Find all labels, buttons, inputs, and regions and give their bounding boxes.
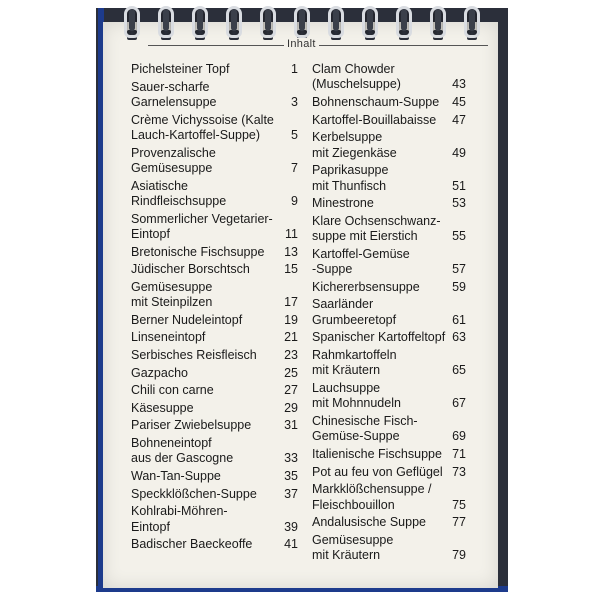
toc-entry <box>312 214 466 245</box>
toc-entry-page: 69 <box>452 429 466 444</box>
spiral-ring <box>362 6 378 44</box>
toc-entry <box>312 113 466 128</box>
ring-gap <box>231 9 237 31</box>
ring-gap <box>163 9 169 31</box>
toc-entry <box>131 80 298 111</box>
toc-entry-page: 25 <box>284 365 298 380</box>
toc-entry-title: Provenzalische Gemüsesuppe <box>131 145 216 175</box>
toc-entry <box>131 469 298 484</box>
toc-entry-title: Bretonische Fischsuppe <box>131 244 265 259</box>
toc-entry <box>312 130 466 161</box>
toc-entry-page: 63 <box>452 330 466 345</box>
toc-entry-title: Kichererbsensuppe <box>312 279 420 294</box>
toc-entry <box>312 247 466 278</box>
toc-entry-title: Linseneintopf <box>131 330 206 345</box>
toc-entry <box>312 62 466 93</box>
toc-entry <box>312 482 466 513</box>
toc-entry-page: 15 <box>284 262 298 277</box>
toc-entry-page: 55 <box>452 229 466 244</box>
toc-entry-title: Markklößchensuppe / Fleischbouillon <box>312 482 432 512</box>
toc-entry <box>131 418 298 433</box>
spiral-ring <box>226 6 242 44</box>
ring-gap <box>299 9 305 31</box>
toc-entry-page: 21 <box>284 330 298 345</box>
ring-gap <box>333 9 339 31</box>
toc-entry-title: Minestrone <box>312 196 374 211</box>
toc-entry <box>312 297 466 328</box>
toc-entry-title: Serbisches Reisfleisch <box>131 347 257 362</box>
toc-entry-title: Bohnenschaum-Suppe <box>312 95 440 109</box>
toc-entry <box>131 212 298 243</box>
spiral-ring <box>124 6 140 44</box>
toc-entry-page: 73 <box>452 464 466 479</box>
toc-entry <box>312 95 466 110</box>
toc-entry-page: 27 <box>284 383 298 398</box>
ring-gap <box>129 9 135 31</box>
toc-entry-page: 47 <box>452 112 466 127</box>
toc-entry <box>312 447 466 462</box>
toc-entry-title: Gemüsesuppe mit Steinpilzen <box>131 279 213 310</box>
toc-entry-page: 1 <box>291 62 298 76</box>
toc-entry-page: 75 <box>452 497 466 512</box>
toc-entry-page: 35 <box>284 468 298 483</box>
toc-entry <box>131 113 298 144</box>
toc-entry-page: 67 <box>452 396 466 411</box>
toc-entry <box>131 348 298 363</box>
toc-entry <box>131 62 298 77</box>
toc-entry-page: 65 <box>452 363 466 378</box>
toc-entry-page: 77 <box>452 515 466 530</box>
toc-entry-page: 23 <box>284 347 298 362</box>
spiral-ring <box>192 6 208 44</box>
page-title: Inhalt <box>284 38 319 50</box>
toc-entry-page: 11 <box>285 227 298 241</box>
spiral-ring <box>396 6 412 44</box>
toc-entry-title: Italienische Fischsuppe <box>312 446 442 461</box>
toc-entry-title: Kerbelsuppe mit Ziegenkäse <box>312 130 397 160</box>
toc-entry <box>131 537 298 552</box>
toc-entry-title: Crème Vichyssoise (Kalte Lauch-Kartoffel-Suppe) <box>131 112 274 142</box>
toc-entry-title: Kartoffel-Gemüse -Suppe <box>312 246 410 277</box>
toc-entry-title: Lauchsuppe mit Mohnnudeln <box>312 380 401 411</box>
toc-entry <box>312 330 466 345</box>
toc-entry-title: Paprikasuppe mit Thunfisch <box>312 163 389 193</box>
toc-entry-page: 71 <box>452 446 466 461</box>
toc-entry-title: Pariser Zwiebelsuppe <box>131 418 252 433</box>
toc-column-right <box>312 62 466 566</box>
toc-entry-title: Gemüsesuppe mit Kräutern <box>312 532 394 563</box>
toc-entry-title: Speckklößchen-Suppe <box>131 486 257 501</box>
toc-entry-page: 57 <box>452 262 466 277</box>
toc-entry-page: 49 <box>452 145 466 160</box>
toc-entry-page: 33 <box>284 451 298 466</box>
toc-entry-page: 3 <box>291 95 298 109</box>
toc-entry-title: Käsesuppe <box>131 400 194 415</box>
toc-entry-page: 39 <box>284 519 298 534</box>
toc-entry-title: Chinesische Fisch- Gemüse-Suppe <box>312 413 418 444</box>
toc-entry-title: Pot au feu von Geflügel <box>312 464 443 479</box>
toc-entry <box>312 465 466 480</box>
toc-entry-title: Asiatische Rindfleischsuppe <box>131 178 227 208</box>
toc-entry-title: Chili con carne <box>131 383 214 398</box>
spiral-ring <box>158 6 174 44</box>
toc-entry-page: 53 <box>452 196 466 211</box>
toc-entry <box>312 348 466 379</box>
toc-column-left <box>131 62 298 555</box>
toc-entry-page: 31 <box>284 418 298 433</box>
toc-entry <box>312 163 466 194</box>
toc-entry-page: 7 <box>291 161 298 175</box>
spiral-ring <box>430 6 446 44</box>
toc-entry-title: Badischer Baeckeoffe <box>131 537 253 552</box>
toc-entry <box>131 436 298 467</box>
ring-gap <box>367 9 373 31</box>
toc-entry-title: Berner Nudeleintopf <box>131 312 243 327</box>
toc-entry-page: 41 <box>284 537 298 552</box>
toc-entry-title: Sommerlicher Vegetarier- Eintopf <box>131 211 273 241</box>
toc-entry-page: 5 <box>291 128 298 142</box>
toc-entry-page: 45 <box>452 95 466 109</box>
toc-entry-title: Spanischer Kartoffeltopf <box>312 330 446 345</box>
spiral-ring <box>464 6 480 44</box>
toc-entry-title: Andalusische Suppe <box>312 515 426 530</box>
toc-entry-page: 19 <box>284 312 298 327</box>
toc-entry <box>312 280 466 295</box>
toc-entry <box>312 533 466 564</box>
toc-entry-page: 13 <box>284 244 298 259</box>
ring-gap <box>401 9 407 31</box>
toc-entry-title: Gazpacho <box>131 365 188 380</box>
ring-gap <box>197 9 203 31</box>
toc-entry <box>131 313 298 328</box>
spiral-ring <box>260 6 276 44</box>
toc-entry <box>131 366 298 381</box>
toc-entry-title: Kohlrabi-Möhren- Eintopf <box>131 504 228 534</box>
toc-entry-title: Kartoffel-Bouillabaisse <box>312 112 437 127</box>
toc-entry-title: Saarländer Grumbeeretopf <box>312 297 397 327</box>
spiral-ring <box>328 6 344 44</box>
toc-entry-page: 43 <box>452 77 466 92</box>
toc-entry <box>131 330 298 345</box>
toc-entry-title: Pichelsteiner Topf <box>131 62 230 76</box>
toc-entry <box>131 245 298 260</box>
toc-entry-page: 9 <box>291 194 298 208</box>
toc-entry <box>131 383 298 398</box>
toc-entry-title: Bohneneintopf aus der Gascogne <box>131 435 234 466</box>
ring-gap <box>469 9 475 31</box>
toc-entry <box>131 262 298 277</box>
toc-entry-page: 29 <box>284 400 298 415</box>
toc-entry <box>131 179 298 210</box>
toc-entry <box>312 196 466 211</box>
toc-entry <box>312 515 466 530</box>
toc-entry <box>312 414 466 445</box>
toc-entry-page: 79 <box>452 548 466 563</box>
toc-entry <box>131 401 298 416</box>
toc-entry-page: 51 <box>452 178 466 193</box>
ring-gap <box>435 9 441 31</box>
ring-gap <box>265 9 271 31</box>
toc-entry <box>131 487 298 502</box>
toc-entry-title: Clam Chowder (Muschelsuppe) <box>312 62 401 92</box>
toc-entry-title: Rahmkartoffeln mit Kräutern <box>312 347 397 378</box>
toc-entry <box>312 381 466 412</box>
toc-entry-title: Wan-Tan-Suppe <box>131 468 221 483</box>
toc-entry-page: 37 <box>284 486 298 501</box>
toc-entry-page: 59 <box>452 279 466 294</box>
toc-entry <box>131 146 298 177</box>
toc-entry <box>131 280 298 311</box>
toc-entry-title: Sauer-scharfe Garnelensuppe <box>131 79 217 109</box>
toc-entry <box>131 504 298 535</box>
toc-entry-page: 61 <box>452 312 466 327</box>
toc-entry-page: 17 <box>284 295 298 310</box>
toc-entry-title: Jüdischer Borschtsch <box>131 262 250 277</box>
toc-entry-title: Klare Ochsenschwanz- suppe mit Eierstich <box>312 213 441 244</box>
